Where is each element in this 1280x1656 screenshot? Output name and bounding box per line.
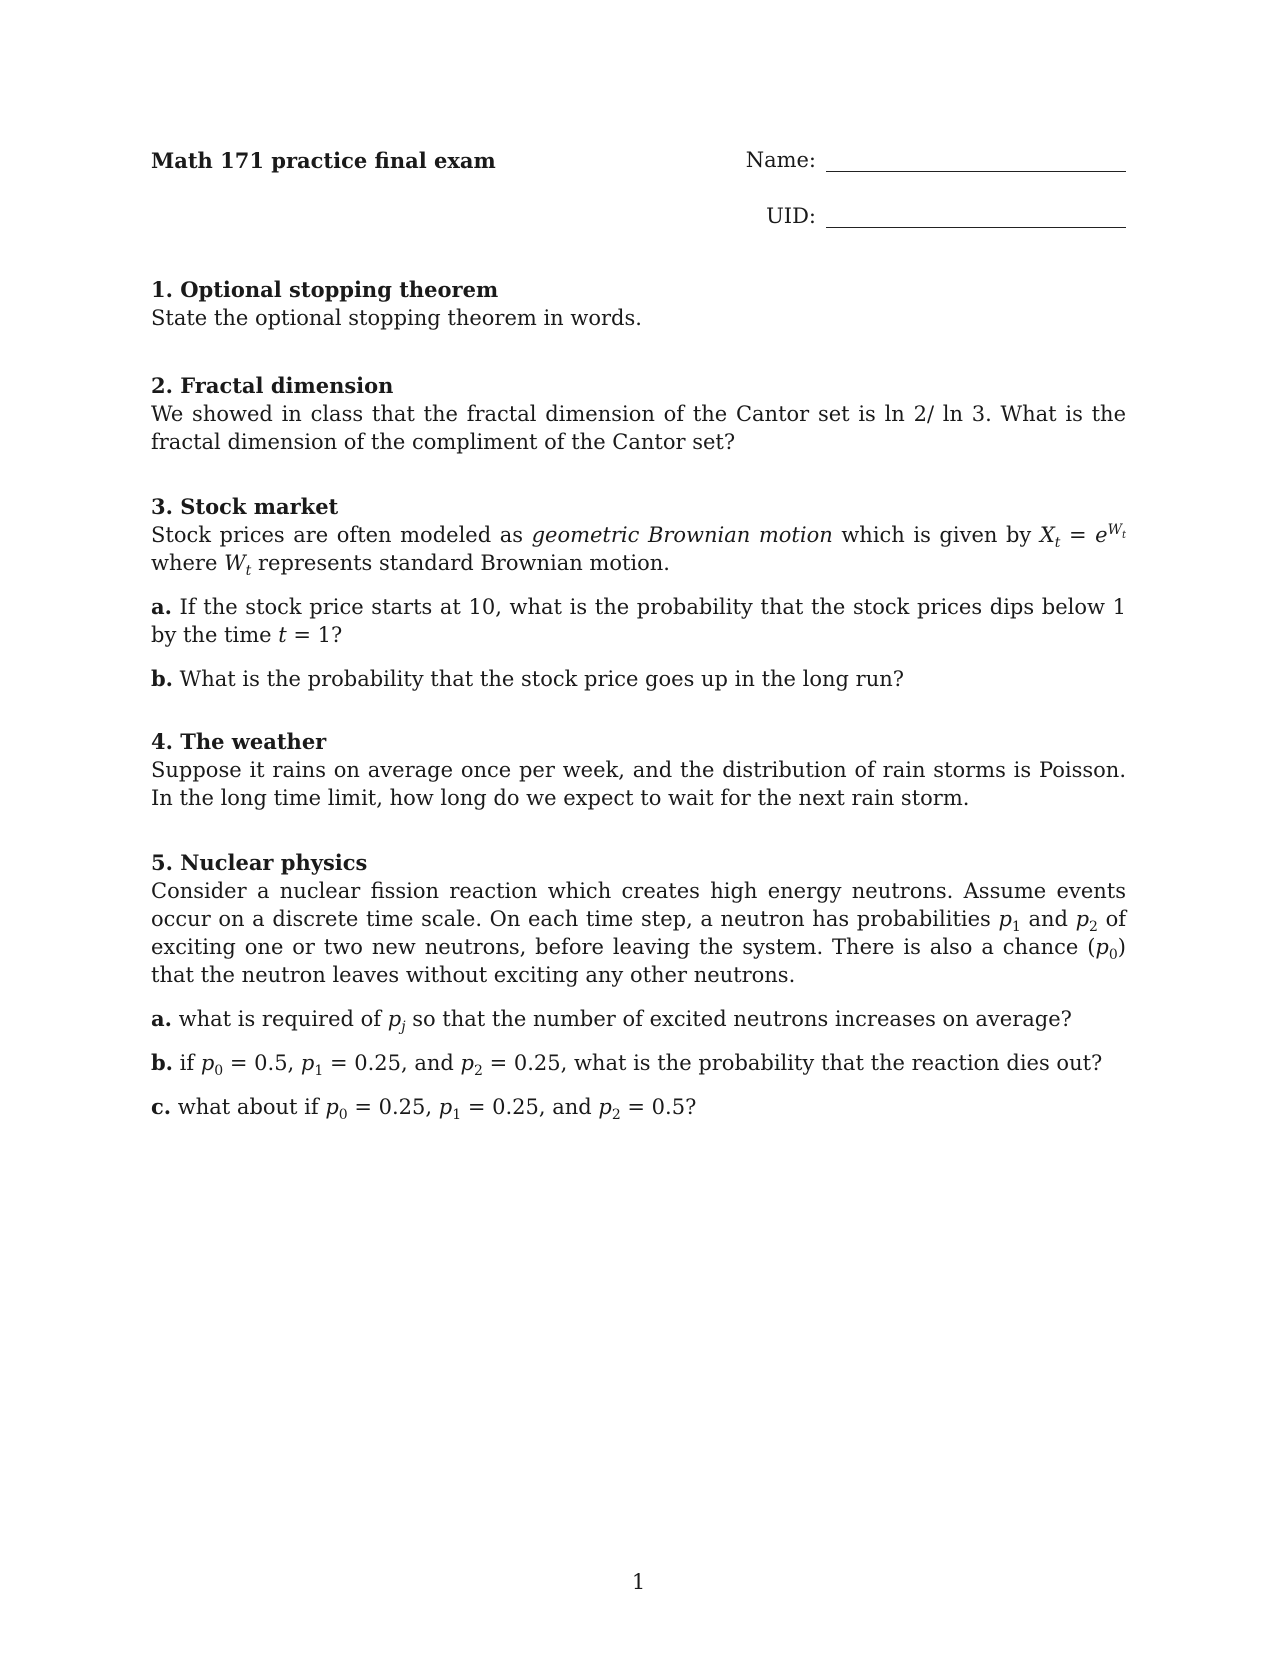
exam-title: Math 171 practice final exam: [151, 148, 496, 173]
name-label: Name:: [745, 148, 816, 172]
gbm-formula: $X_t = e^{W_t}$: [1039, 522, 1127, 552]
uid-field: [766, 204, 1126, 228]
problem-text: Consider a nuclear fission reaction which creates high energy neutrons. Assume events occur on a discrete time scale. On each time step, a neutron has probabilities $p_1$ and $p_2$ of exciting one or two new neutrons, before leaving the system. There is also a chance $(p_0)$ that the neutron leaves without exciting any other neutrons.: [151, 879, 1127, 987]
problem-4: [151, 728, 1126, 812]
problem-title: 3. Stock market: [151, 494, 339, 519]
subquestion-b: b. What is the probability that the stock price goes up in the long run?: [151, 666, 905, 691]
problem-text: We showed in class that the fractal dimension of the Cantor set is ln 2/ ln 3. What is the fractal dimension of the compliment of the Cantor set?: [151, 402, 1127, 454]
problem-2: [151, 372, 1126, 456]
problem-text: Stock prices are often modeled as geometric Brownian motion which is given by $X_t = e^{W_t}$ where $W_t$ represents standard Brownian motion.: [151, 522, 1127, 580]
cantor-dimension-formula: ln 2/ ln 3: [884, 402, 986, 426]
name-blank-line[interactable]: [826, 149, 1126, 172]
problem-title: 4. The weather: [151, 729, 327, 754]
subquestion-c: c. what about if $p_0 = 0.25$, $p_1 = 0.25$, and $p_2 = 0.5$?: [151, 1094, 697, 1124]
uid-blank-line[interactable]: [826, 205, 1126, 228]
problem-text: Suppose it rains on average once per week, and the distribution of rain storms is Poisson. In the long time limit, how long do we expect to wait for the next rain storm.: [151, 758, 1126, 810]
uid-label: UID:: [766, 204, 816, 228]
problem-title: 5. Nuclear physics: [151, 850, 368, 875]
problem-text: State the optional stopping theorem in words.: [151, 306, 642, 330]
problem-title: 1. Optional stopping theorem: [151, 277, 499, 302]
problem-3: [151, 493, 1126, 693]
name-field: [746, 148, 1126, 172]
exam-page: [151, 0, 1126, 1656]
subquestion-a: a. what is required of $p_j$ so that the number of excited neutrons increases on average?: [151, 1006, 1072, 1036]
subquestion-a: a. If the stock price starts at 10, what is the probability that the stock prices dips below 1 by the time t = 1?: [151, 594, 1126, 647]
page-number: 1: [631, 1570, 646, 1594]
problem-title: 2. Fractal dimension: [151, 373, 394, 398]
problem-1: [151, 276, 1126, 332]
problem-5: [151, 849, 1127, 1124]
subquestion-b: b. if $p_0 = 0.5$, $p_1 = 0.25$, and $p_2 = 0.25$, what is the probability that the reaction dies out?: [151, 1050, 1103, 1080]
